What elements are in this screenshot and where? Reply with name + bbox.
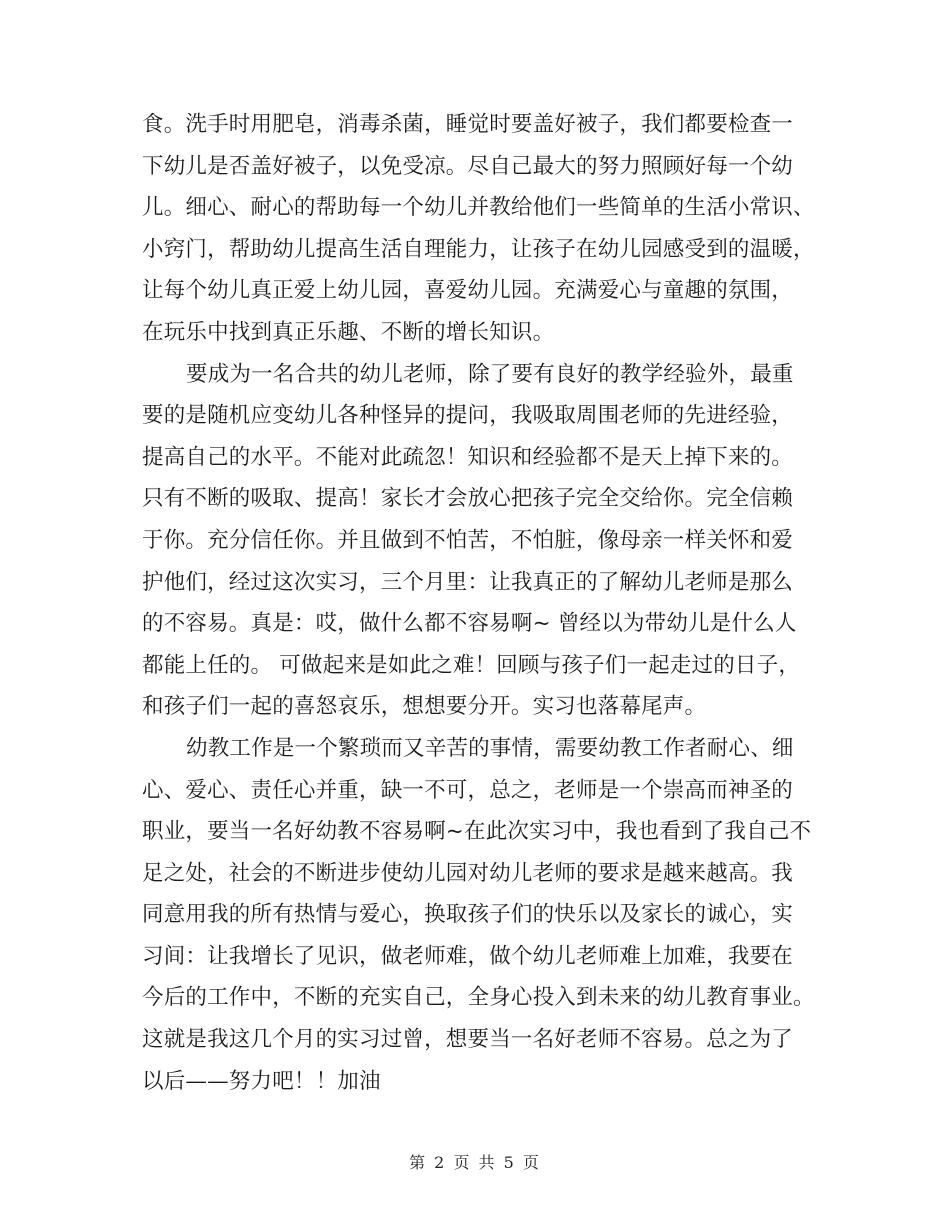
text-line: 都能上任的。 可做起来是如此之难！回顾与孩子们一起走过的日子， [142,652,801,678]
text-line: 和孩子们一起的喜怒哀乐，想想要分开。实习也落幕尾声。 [142,694,707,720]
text-line: 只有不断的吸取、提高！家长才会放心把孩子完全交给你。完全信赖 [142,486,794,512]
paragraph [142,104,814,354]
text-line: 食。洗手时用肥皂，消毒杀菌，睡觉时要盖好被子，我们都要检查一 [142,112,794,137]
text-line: 儿。细心、耐心的帮助每一个幼儿并教给他们一些简单的生活小常识、 [142,195,815,221]
text-line: 提高自己的水平。不能对此疏忽！知识和经验都不是天上掉下来的。 [142,444,794,470]
text-line: 足之处，社会的不断进步使幼儿园对幼儿老师的要求是越来越高。我 [142,860,794,886]
text-line: 下幼儿是否盖好被子，以免受凉。尽自己最大的努力照顾好每一个幼 [142,153,794,179]
text-line: 要的是随机应变幼儿各种怪异的提问，我吸取周围老师的先进经验， [142,403,794,429]
text-line: 小窍门，帮助幼儿提高生活自理能力，让孩子在幼儿园感受到的温暖， [142,236,815,262]
paragraph [142,728,814,1102]
text-line: 幼教工作是一个繁琐而又辛苦的事情，需要幼教工作者耐心、细 [186,735,794,761]
text-line: 于你。充分信任你。并且做到不怕苦，不怕脏，像母亲一样关怀和爱 [142,527,794,553]
text-line: 同意用我的所有热情与爱心，换取孩子们的快乐以及家长的诚心，实 [142,902,794,928]
text-line: 要成为一名合共的幼儿老师，除了要有良好的教学经验外，最重 [186,361,794,387]
text-line: 习间：让我增长了见识，做老师难，做个幼儿老师难上加难，我要在 [142,943,794,969]
text-line: 在玩乐中找到真正乐趣、不断的增长知识。 [142,319,555,345]
text-line: 的不容易。真是：哎，做什么都不容易啊~ 曾经以为带幼儿是什么人 [142,611,797,637]
text-line: 以后——努力吧！！加油 [142,1068,381,1094]
document-body [142,104,814,1102]
text-line: 职业，要当一名好幼教不容易啊~在此次实习中，我也看到了我自己不 [142,819,812,845]
text-line: 今后的工作中，不断的充实自己，全身心投入到未来的幼儿教育事业。 [142,985,815,1011]
paragraph [142,354,814,728]
page-number-footer: 第 2 页 共 5 页 [409,1153,541,1172]
text-line: 心、爱心、责任心并重，缺一不可，总之，老师是一个崇高而神圣的 [142,777,794,803]
text-line: 这就是我这几个月的实习过曾，想要当一名好老师不容易。总之为了 [142,1027,794,1053]
text-line: 护他们，经过这次实习，三个月里：让我真正的了解幼儿老师是那么 [142,569,794,595]
text-line: 让每个幼儿真正爱上幼儿园，喜爱幼儿园。充满爱心与童趣的氛围， [142,278,794,304]
